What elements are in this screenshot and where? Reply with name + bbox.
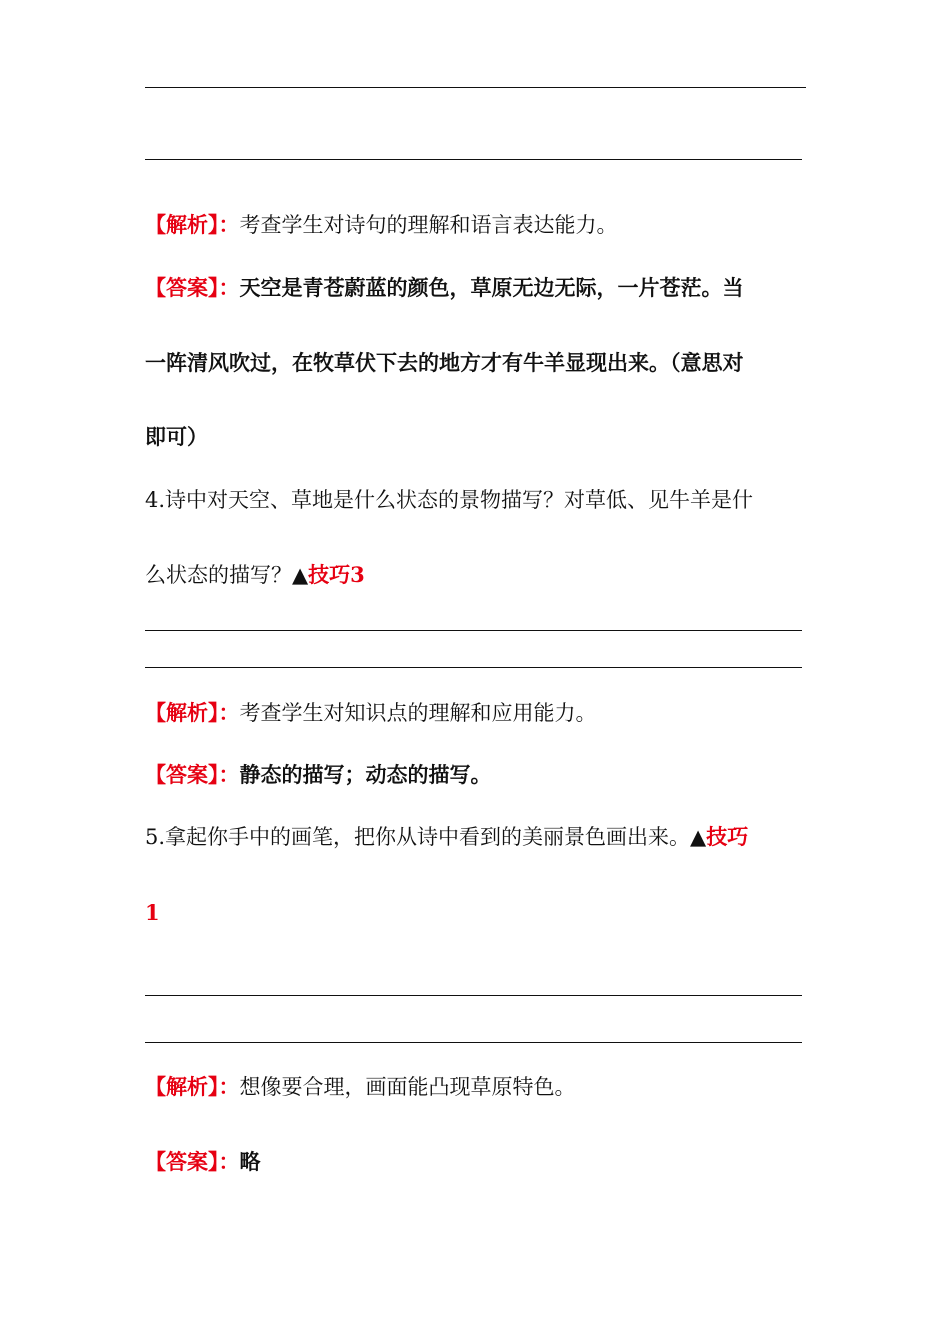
- question-4-continued: [145, 560, 365, 590]
- triangle-icon: ▲: [292, 562, 309, 587]
- analysis-text: 考查学生对知识点的理解和应用能力。: [239, 701, 597, 725]
- answer-line: [145, 273, 744, 303]
- answer-line: [145, 1147, 261, 1177]
- answer-label: 【答案】：: [145, 1149, 240, 1174]
- answer-text: 静态的描写；动态的描写。: [239, 762, 492, 787]
- triangle-icon: ▲: [690, 824, 707, 849]
- answer-rule: [145, 667, 802, 668]
- analysis-line: [145, 698, 597, 728]
- analysis-label: 【解析】：: [145, 212, 240, 237]
- analysis-text: 考查学生对诗句的理解和语言表达能力。: [239, 213, 618, 237]
- answer-rule: [145, 995, 802, 996]
- question-4: 4.诗中对天空、草地是什么状态的景物描写？对草低、见牛羊是什: [145, 488, 754, 512]
- answer-text: 天空是青苍蔚蓝的颜色，草原无边无际，一片苍茫。当: [239, 275, 744, 300]
- analysis-line: [145, 1072, 576, 1102]
- skill-tag: 技巧3: [308, 562, 365, 587]
- question-4-text: 么状态的描写？: [145, 563, 292, 587]
- answer-rule: [145, 159, 802, 160]
- skill-tag: 技巧: [706, 824, 749, 849]
- answer-label: 【答案】：: [145, 275, 240, 300]
- analysis-label: 【解析】：: [145, 700, 240, 725]
- answer-rule: [145, 1042, 802, 1043]
- skill-tag-continued: 1: [145, 900, 160, 925]
- answer-text-continued: 即可）: [145, 424, 208, 449]
- analysis-label: 【解析】：: [145, 1074, 240, 1099]
- question-5-text: 5.拿起你手中的画笔，把你从诗中看到的美丽景色画出来。: [145, 825, 691, 849]
- answer-line: [145, 760, 492, 790]
- analysis-line: [145, 210, 618, 240]
- answer-rule: [145, 630, 802, 631]
- analysis-text: 想像要合理，画面能凸现草原特色。: [239, 1075, 576, 1099]
- answer-text-continued: 一阵清风吹过，在牧草伏下去的地方才有牛羊显现出来。（意思对: [145, 350, 744, 375]
- question-5: [145, 822, 748, 852]
- answer-rule: [145, 87, 806, 88]
- answer-label: 【答案】：: [145, 762, 240, 787]
- answer-text: 略: [239, 1149, 261, 1174]
